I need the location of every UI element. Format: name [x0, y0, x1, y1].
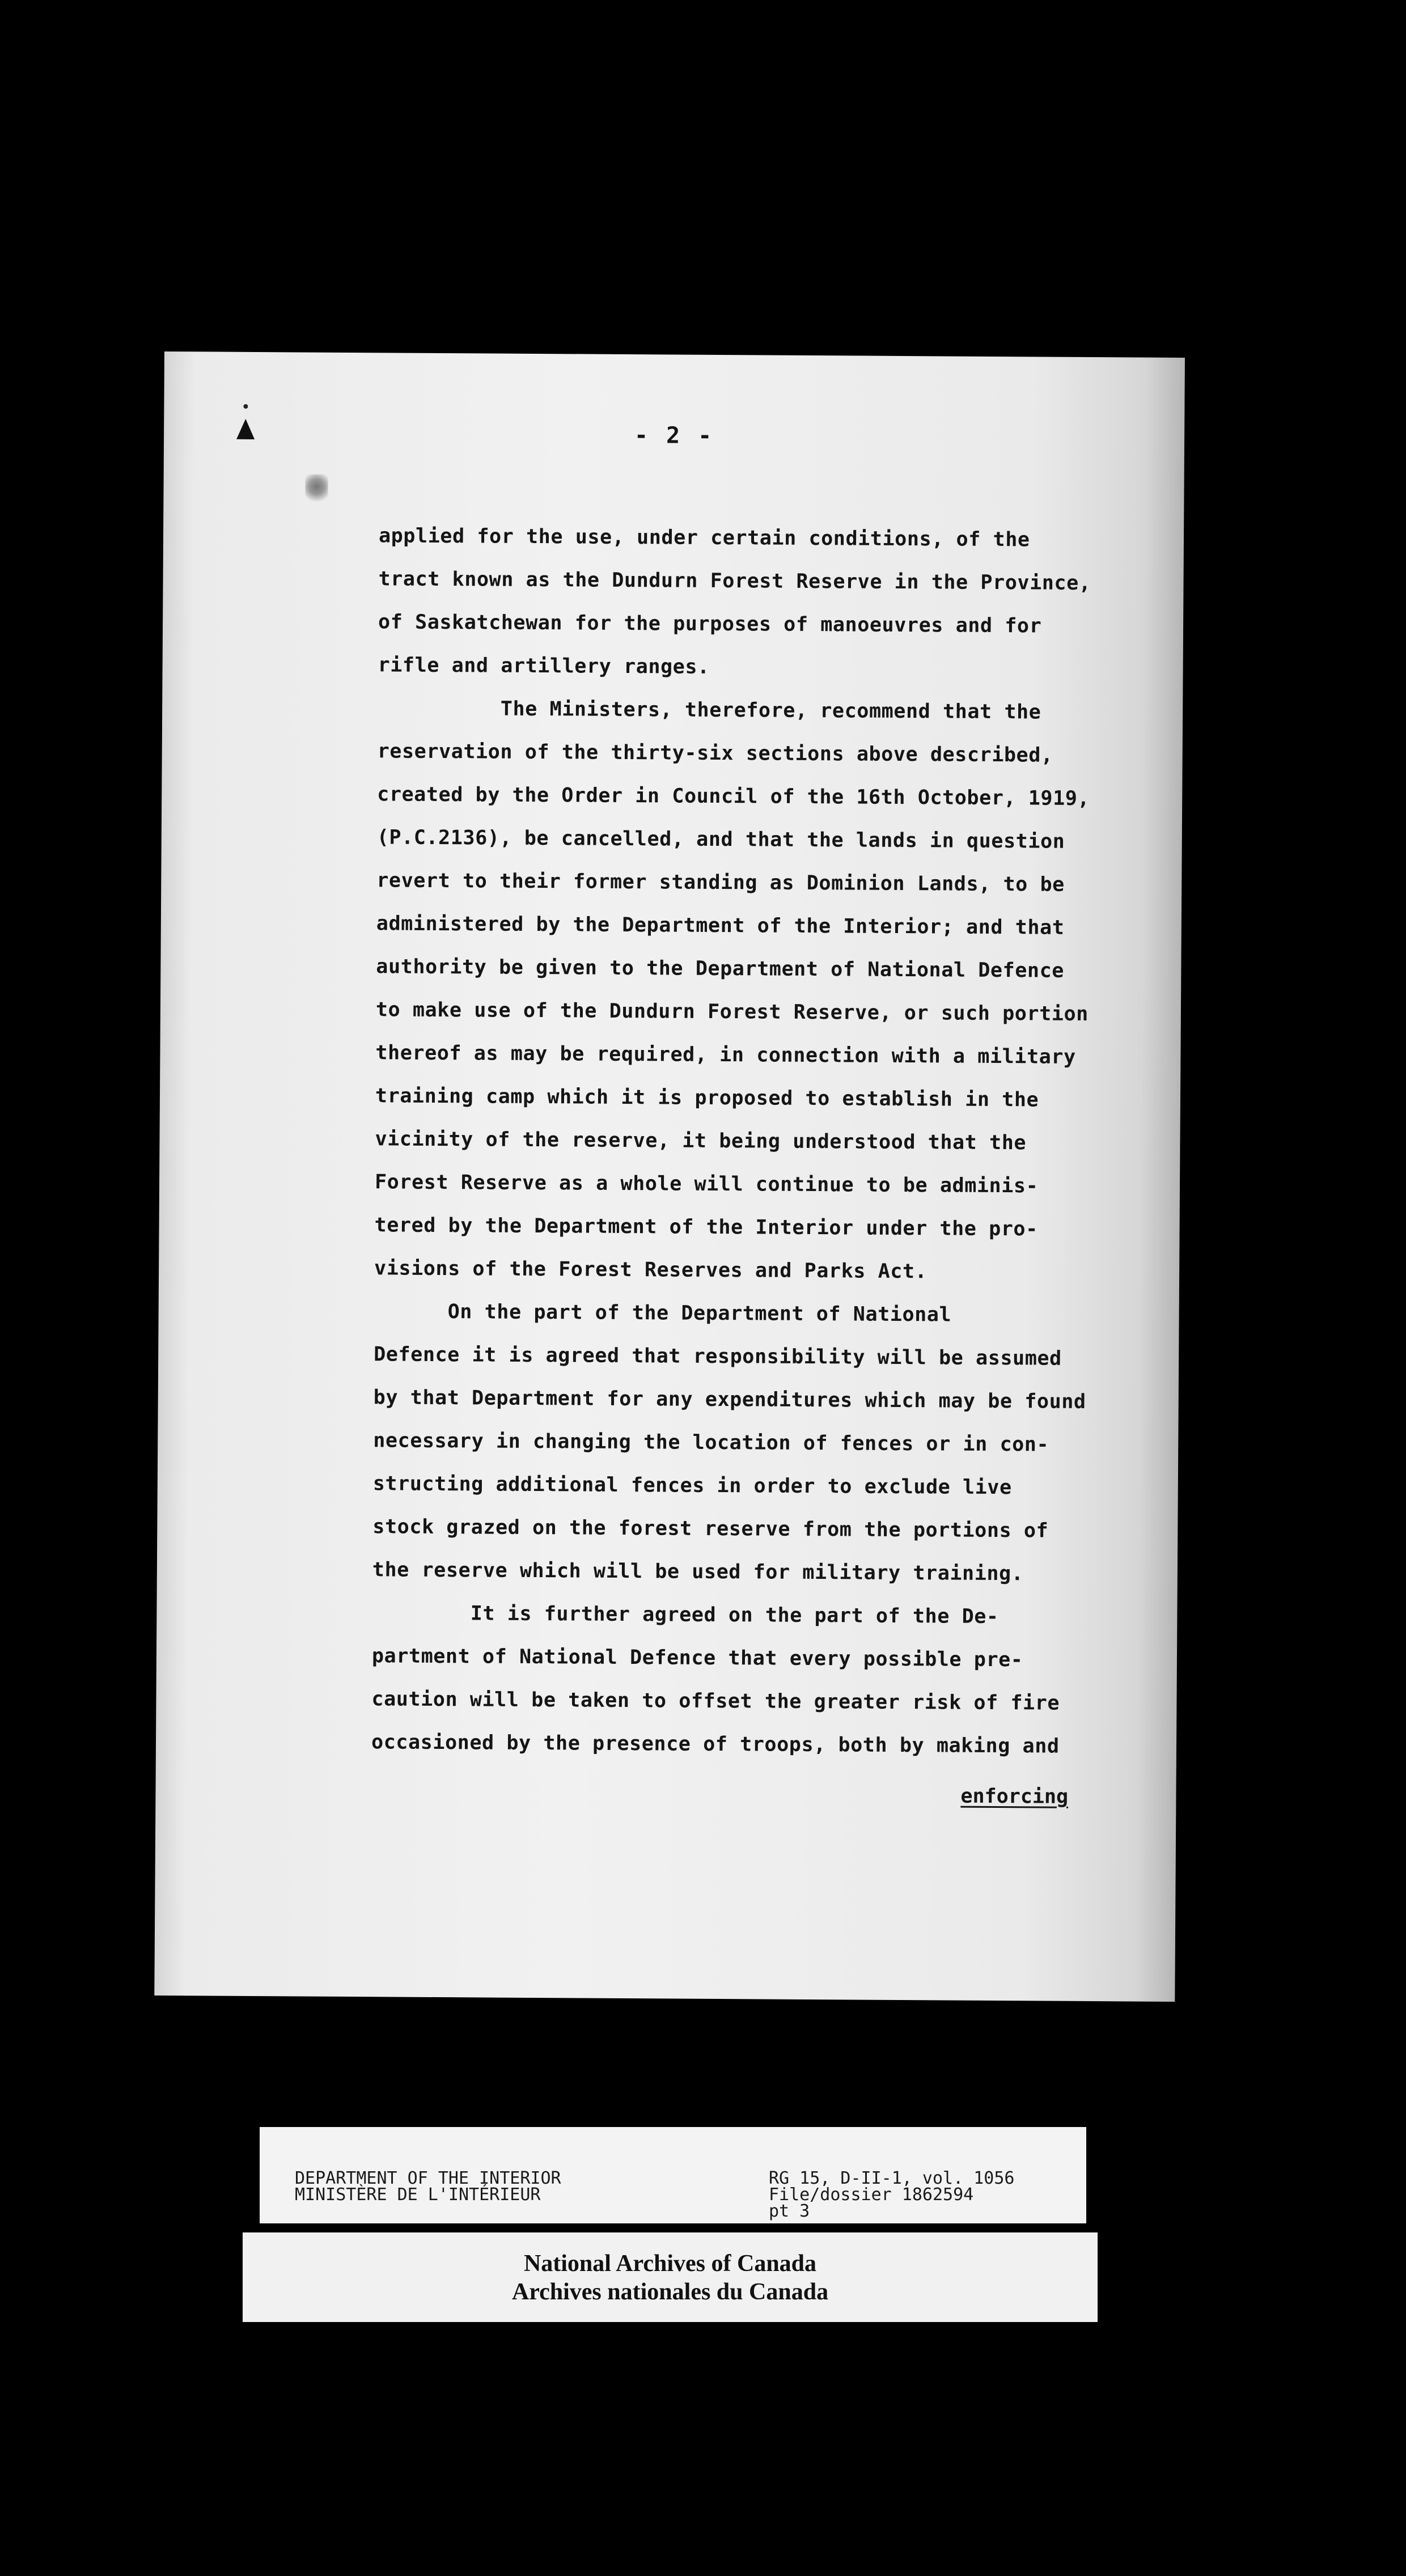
- archive-reference-label: [260, 2127, 1086, 2223]
- text-line: training camp which it is proposed to establish in the: [375, 1084, 1039, 1112]
- text-line: caution will be taken to offset the greater risk of fire: [371, 1688, 1060, 1715]
- document-page: [154, 351, 1185, 2002]
- text-line: Forest Reserve as a whole will continue to be adminis-: [374, 1171, 1039, 1198]
- text-line: by that Department for any expenditures which may be found: [373, 1386, 1086, 1413]
- archive-banner: [243, 2232, 1098, 2322]
- text-line: revert to their former standing as Dominion Lands, to be: [376, 869, 1065, 896]
- text-line: to make use of the Dundurn Forest Reserve, or such portion: [375, 998, 1089, 1026]
- text-line: tract known as the Dundurn Forest Reserve in the Province,: [378, 567, 1091, 595]
- text-line: authority be given to the Department of National Defence: [376, 955, 1065, 982]
- text-line: necessary in changing the location of fences or in con-: [373, 1429, 1049, 1456]
- text-line: created by the Order in Council of the 16th October, 1919,: [377, 783, 1090, 810]
- text-line: On the part of the Department of National: [374, 1300, 952, 1327]
- archive-name-french: Archives nationales du Canada: [511, 2279, 829, 2305]
- reference-block: [769, 2170, 1014, 2219]
- typed-body: [371, 514, 1127, 1768]
- text-line: The Ministers, therefore, recommend that the: [378, 697, 1041, 724]
- text-line: reservation of the thirty-six sections above described,: [377, 740, 1053, 767]
- text-line: the reserve which will be used for military training.: [372, 1558, 1024, 1586]
- text-line: structing additional fences in order to exclude live: [372, 1472, 1012, 1499]
- department-english: DEPARTMENT OF THE INTERIOR: [295, 2168, 561, 2188]
- text-line: of Saskatchewan for the purposes of manoeuvres and for: [378, 611, 1042, 638]
- text-line: applied for the use, under certain conditions, of the: [378, 524, 1030, 552]
- page-number: - 2 -: [634, 422, 714, 449]
- text-line: stock grazed on the forest reserve from the portions of: [372, 1515, 1049, 1543]
- text-line: occasioned by the presence of troops, both by making and: [371, 1731, 1060, 1758]
- part-number: pt 3: [769, 2201, 810, 2221]
- ink-smudge: [305, 474, 328, 506]
- text-line: thereof as may be required, in connection with a military: [375, 1041, 1076, 1069]
- text-line: tered by the Department of the Interior under the pro-: [374, 1214, 1038, 1241]
- text-line: vicinity of the reserve, it being understood that the: [375, 1128, 1027, 1155]
- file-number: File/dossier 1862594: [769, 2185, 974, 2205]
- text-line: administered by the Department of the Interior; and that: [376, 912, 1065, 939]
- page-edge-shadow: [1135, 358, 1185, 2002]
- text-line: rifle and artillery ranges.: [378, 654, 710, 679]
- archive-name-english: National Archives of Canada: [523, 2251, 817, 2277]
- record-group-reference: RG 15, D-II-1, vol. 1056: [769, 2168, 1015, 2188]
- catchword: enforcing: [960, 1785, 1069, 1808]
- department-french: MINISTÈRE DE L'INTÉRIEUR: [295, 2185, 541, 2205]
- text-line: It is further agreed on the part of the De-: [372, 1601, 999, 1629]
- punch-mark-dot: [243, 404, 248, 409]
- text-line: partment of National Defence that every possible pre-: [371, 1645, 1023, 1672]
- text-line: Defence it is agreed that responsibility will be assumed: [374, 1343, 1062, 1370]
- text-line: (P.C.2136), be cancelled, and that the lands in question: [376, 826, 1065, 853]
- department-block: [295, 2170, 561, 2203]
- text-line: visions of the Forest Reserves and Parks Act.: [374, 1257, 928, 1283]
- archive-banner-text: [243, 2249, 1098, 2306]
